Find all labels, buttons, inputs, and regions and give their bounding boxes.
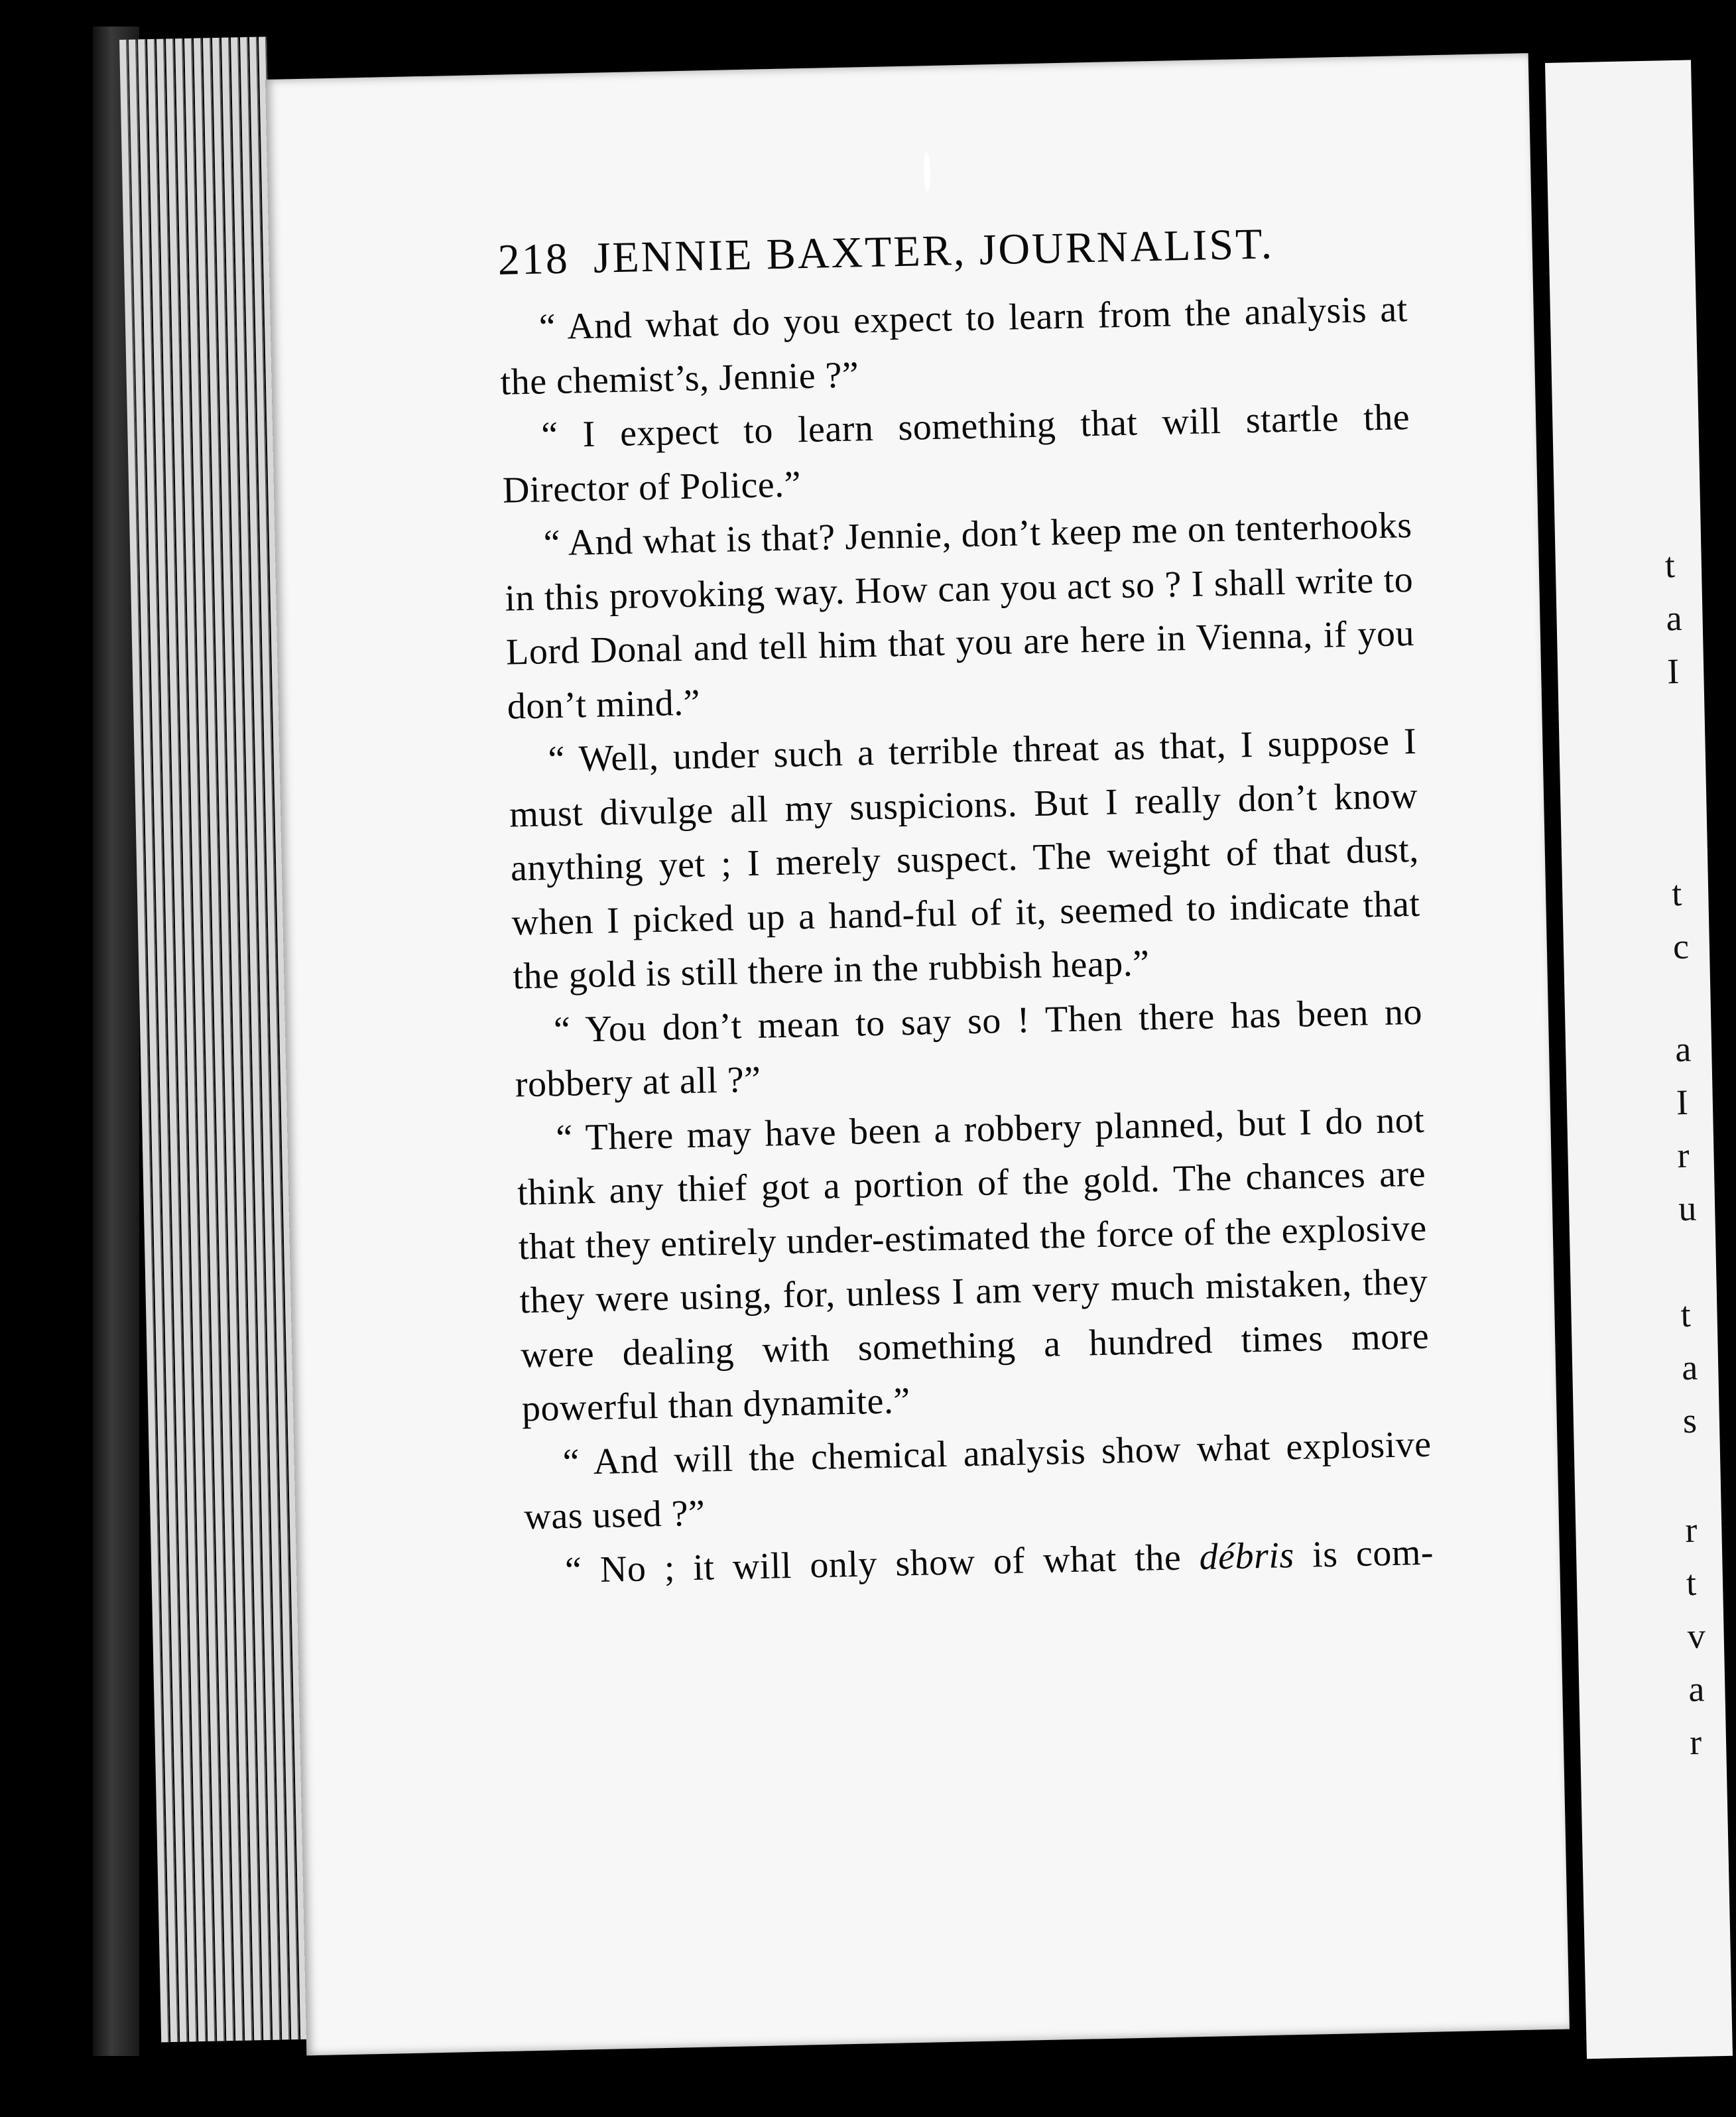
facing-page [1545, 60, 1733, 2059]
facing-fragment: t [1680, 1294, 1692, 1335]
paragraph-3: “ And what is that? Jennie, don’t keep me on tenterhooks in this provoking way. How can you act so ? I shall write to Lord Donal and tell him that you are here in Vienna, if you don’t mind.” [504, 504, 1415, 728]
facing-fragment: t [1671, 873, 1682, 914]
facing-fragment: a [1665, 598, 1683, 639]
paragraph-5: “ You don’t mean to say so ! Then there has been no robbery at all ?” [515, 991, 1423, 1106]
italic-word: débris [1199, 1534, 1295, 1578]
facing-fragment: u [1678, 1188, 1697, 1229]
paragraph-1: “ And what do you expect to learn from the analysis at the chemist’s, Jennie ?” [499, 289, 1408, 403]
facing-fragment: I [1666, 651, 1680, 692]
paragraph-8-end: is com- [1293, 1531, 1434, 1576]
facing-fragment: I [1676, 1082, 1689, 1123]
facing-fragment: r [1689, 1722, 1702, 1762]
paragraph-2: “ I expect to learn something that will startle the Director of Police.” [502, 396, 1410, 511]
book-page [265, 53, 1570, 2055]
paragraph-7: “ And will the chemical analysis show what explosive was used ?” [523, 1423, 1432, 1538]
paragraph-8-start: “ No ; it will only show of what the [564, 1536, 1200, 1591]
paragraph-4: “ Well, under such a terrible threat as that, I suppose I must divulge all my suspicions. But I really don’t know anything yet ; I merely suspect. The weight of that dust, when I picked up a hand-ful of it, seemed to indicate that the gold is still there in the rubbish heap.” [509, 720, 1421, 997]
page-number: 218 [497, 234, 570, 285]
running-head [497, 215, 1406, 287]
facing-fragment: v [1687, 1616, 1706, 1657]
facing-fragment: a [1681, 1347, 1698, 1388]
facing-fragment: t [1664, 545, 1676, 586]
facing-fragment: t [1686, 1563, 1697, 1604]
page-text [497, 215, 1434, 1598]
scan-speck [924, 152, 931, 192]
facing-fragment: r [1684, 1509, 1698, 1551]
facing-fragment: a [1688, 1669, 1705, 1709]
facing-fragment: a [1674, 1029, 1692, 1070]
paragraph-6: “ There may have been a robbery planned, but I do not think any thief got a portion of the gold. The chances are that they entirely under-estimated the force of the explosive they were using, for, unless I am very much mistaken, they were dealing with something a hundred times more powerful than dynamite.” [517, 1099, 1430, 1430]
facing-fragment: r [1676, 1135, 1690, 1176]
facing-fragment: c [1672, 926, 1690, 967]
facing-fragment: s [1682, 1400, 1698, 1441]
running-title: JENNIE BAXTER, JOURNALIST. [592, 220, 1274, 283]
